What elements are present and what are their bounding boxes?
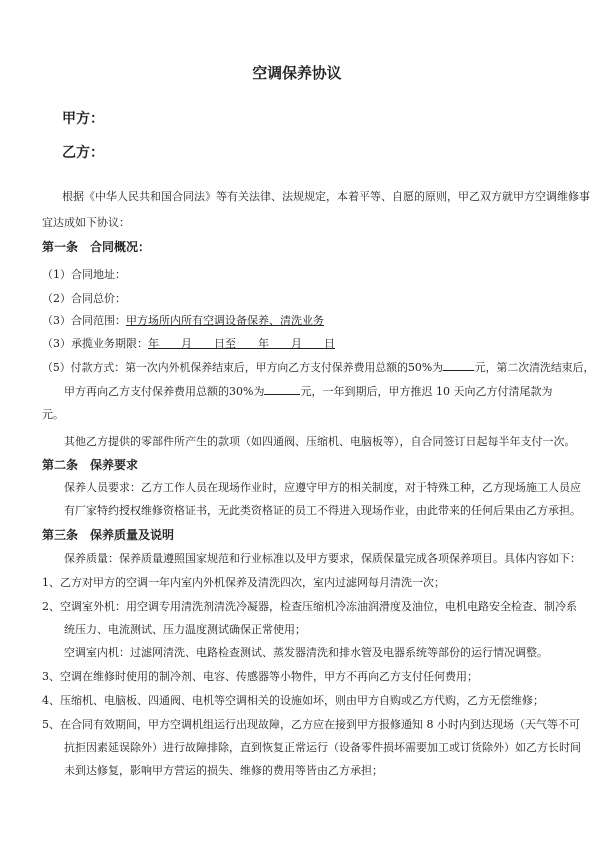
article-2-heading: 第二条 保养要求 [42,458,139,472]
article-2-line-1: 保养人员要求：乙方工作人员在现场作业时，应遵守甲方的相关制度，对于特殊工种，乙方现场施工人员应 [64,481,581,494]
contract-scope-value: 甲方场所内所有空调设备保养、清洗业务 [126,314,324,327]
contract-period: （3）承揽业务期限：年 月 日至 年 月 日 [42,337,335,350]
article-3-item-2-line-2: 统压力、电流测试、压力温度测试确保正常使用； [64,623,306,636]
article-3-intro: 保养质量：保养质量遵照国家规范和行业标准以及甲方要求，保质保量完成各项保养项目。具体内容如下： [64,552,581,565]
payment-line-1: （5）付款方式：第一次内外机保养结束后，甲方向乙方支付保养费用总额的50%为 元，第二次清洗结束后， [42,361,595,374]
article-3-item-5-line-1: 5、在合同有效期间，甲方空调机组运行出现故障，乙方应在接到甲方报修通知 8 小时内到达现场（天气等不可 [42,718,580,731]
party-b-label: 乙方： [62,145,104,161]
article-1-heading: 第一条 合同概况： [42,240,151,254]
payment-line-3: 元。 [42,408,64,421]
contract-scope: （3）合同范围：甲方场所内所有空调设备保养、清洗业务 [42,314,324,327]
contract-period-dates: 年 月 日至 年 月 日 [148,337,335,350]
amount-blank[interactable] [264,384,300,395]
article-3-item-2-line-3: 空调室内机：过滤网清洗、电路检查测试、蒸发器清洗和排水管及电器系统等部份的运行情况调整。 [64,646,548,659]
article-3-item-5-line-2: 抗拒因素延误除外）进行故障排除，直到恢复正常运行（设备零件损坏需要加工或订货除外）如乙方长时间 [64,741,581,754]
article-3-heading: 第三条 保养质量及说明 [42,528,175,542]
contract-total: （2）合同总价： [42,292,126,305]
amount-blank[interactable] [443,360,475,371]
intro-line-2: 宜达成如下协议： [42,216,130,229]
parts-payment: 其他乙方提供的零部件所产生的款项（如四通阀、压缩机、电脑板等），自合同签订日起每半年支付一次。 [64,435,576,448]
article-2-line-2: 有厂家特约授权维修资格证书，无此类资格证的员工不得进入现场作业，由此带来的任何后果由乙方承担。 [64,504,581,517]
article-3-item-5-line-3: 未到达修复，影响甲方营运的损失、维修的费用等皆由乙方承担； [64,764,383,777]
party-a-label: 甲方： [62,111,104,127]
article-3-item-2-line-1: 2、空调室外机：用空调专用清洗剂清洗冷凝器，检查压缩机冷冻油润滑度及油位，电机电路安全检查、制冷系 [42,600,577,613]
article-3-item-4: 4、压缩机、电脑板、四通阀、电机等空调相关的设施如坏，则由甲方自购或乙方代购，乙方无偿维修； [42,694,544,707]
article-3-item-3: 3、空调在维修时使用的制冷剂、电容、传感器等小物件，甲方不再向乙方支付任何费用； [42,670,478,683]
contract-address: （1）合同地址： [42,268,126,281]
intro-line-1: 根据《中华人民共和国合同法》等有关法律、法规规定，本着平等、自愿的原则，甲乙双方就甲方空调维修事 [62,190,590,203]
payment-line-2: 甲方再向乙方支付保养费用总额的30%为 元，一年到期后，甲方推迟 10 天向乙方付清尾款为 [64,385,553,398]
document-title: 空调保养协议 [252,64,342,82]
article-3-item-1: 1、乙方对甲方的空调一年内室内外机保养及清洗四次，室内过滤网每月清洗一次； [42,576,445,589]
